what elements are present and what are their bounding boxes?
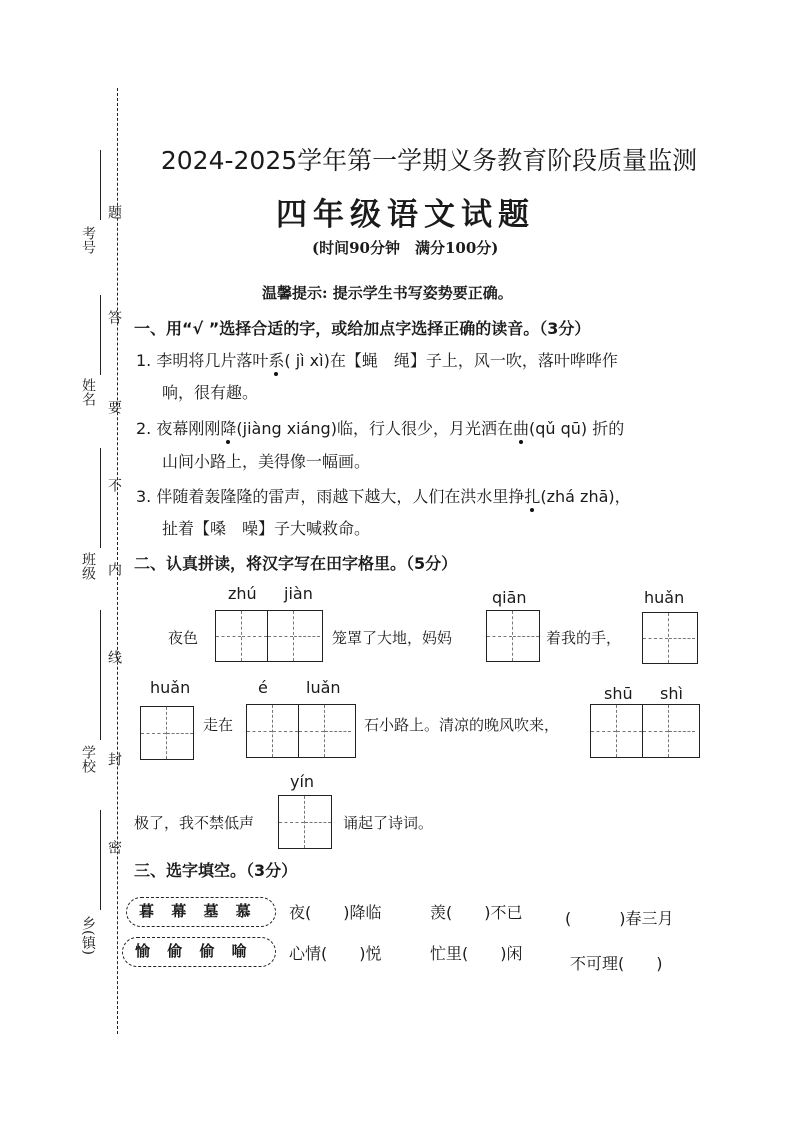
pinyin-jian: jiàn [284,584,313,603]
q2-text-c: (qǔ qū) 折的 [528,419,625,438]
q1-line1 [136,348,618,371]
writing-grid-huan-2[interactable] [140,706,194,760]
pinyin-qian: qiān [492,588,527,607]
pinyin-huan-1: huǎn [644,588,685,607]
exam-headline: 2024-2025学年第一学期义务教育阶段质量监测 [160,146,698,175]
section-2-heading: 二、认真拼读，将汉字写在田字格里。（5分） [134,554,458,573]
q3-line2: 扯着【嗓 噪】子大喊救命。 [162,519,371,538]
q1-text-b: ( jì xì)在【蝇 绳】子上，风一吹，落叶哗哗作 [284,351,618,370]
school-label: 学校 [80,745,96,773]
seal-char-6: 线 [106,650,122,664]
class-label: 班级 [80,552,96,580]
seal-char-3: 要 [106,400,122,414]
pinyin-shu: shū [604,684,633,703]
town-label: 乡(镇) [80,916,96,955]
q2-text-b: (jiàng xiáng)临，行人很少，月光洒在 [236,419,513,438]
text-longzhao: 笼罩了大地，妈妈 [332,629,453,647]
writing-grid-huan-1[interactable] [642,612,698,664]
exam-subtitle: (时间90分钟 满分100分) [312,239,499,257]
q3-line1 [136,484,631,507]
seal-char-5: 内 [106,562,122,576]
text-zouzai: 走在 [203,716,234,734]
binding-dashed-line [117,88,118,1034]
school-underline [100,610,101,740]
blank-bukeli[interactable]: 不可理( ) [570,954,663,973]
pinyin-zhu: zhú [228,584,257,603]
seal-char-8: 密 [106,840,122,854]
text-shixiaolu: 石小路上。清凉的晚风吹来， [364,716,560,734]
q2-text-a: 2. 夜幕刚刚 [136,419,221,438]
writing-grid-qian[interactable] [486,610,540,662]
blank-mangli[interactable]: 忙里( )闲 [430,944,523,963]
section-1-heading: 一、用“√ ”选择合适的字，或给加点字选择正确的读音。（3分） [134,319,591,338]
text-zhewo: 着我的手， [546,629,622,647]
seal-char-4: 不 [106,478,122,492]
text-yese: 夜色 [168,629,199,647]
q3-text-b: (zhá zhā)， [540,487,631,506]
pinyin-e: é [258,678,268,697]
exam-number-label: 考号 [80,226,96,254]
section-3-heading: 三、选字填空。（3分） [134,861,298,880]
pinyin-huan-2: huǎn [150,678,191,697]
q2-line1 [136,416,624,439]
name-underline [100,295,101,375]
q1-line2: 响，很有趣。 [162,383,259,402]
class-underline [100,448,101,548]
town-underline [100,810,101,910]
name-label: 姓名 [80,378,96,406]
blank-xinqing[interactable]: 心情( )悦 [289,944,382,963]
seal-char-1: 题 [106,205,122,219]
seal-char-2: 答 [106,310,122,324]
writing-grid-eluan[interactable] [246,704,356,758]
char-group-yu: 愉 偷 偷 喻 [122,937,276,967]
text-songqi: 诵起了诗词。 [343,814,434,832]
q1-text-a: 1. 李明将几片落叶 [136,351,269,370]
text-jile: 极了，我不禁低声 [134,814,255,832]
blank-xianbuyi[interactable]: 羡( )不已 [430,903,523,922]
writing-grid-yin[interactable] [278,795,332,849]
q2-dotted-char: 降 [220,419,237,438]
char-group-mu: 暮 幕 墓 慕 [126,897,276,927]
pinyin-luan: luǎn [306,678,341,697]
blank-yejiang[interactable]: 夜( )降临 [289,903,382,922]
seal-char-7: 封 [106,752,122,766]
pinyin-yin: yín [290,772,315,791]
q2-line2: 山间小路上，美得像一幅画。 [162,452,371,471]
q3-text-a: 3. 伴随着轰隆隆的雷声，雨越下越大，人们在洪水里挣 [136,487,525,506]
blank-chunsanyue[interactable]: ( )春三月 [565,909,674,928]
writing-grid-zhujian[interactable] [215,610,323,662]
writing-grid-shushi[interactable] [590,704,700,758]
q1-dotted-char: 系 [268,351,285,370]
tip-line: 温馨提示: 提示学生书写姿势要正确。 [262,284,513,302]
q3-dotted-char: 扎 [524,487,541,506]
page-title: 四年级语文试题 [276,197,535,233]
pinyin-shi: shì [660,684,683,703]
q2-dotted-char-2: 曲 [512,419,529,438]
